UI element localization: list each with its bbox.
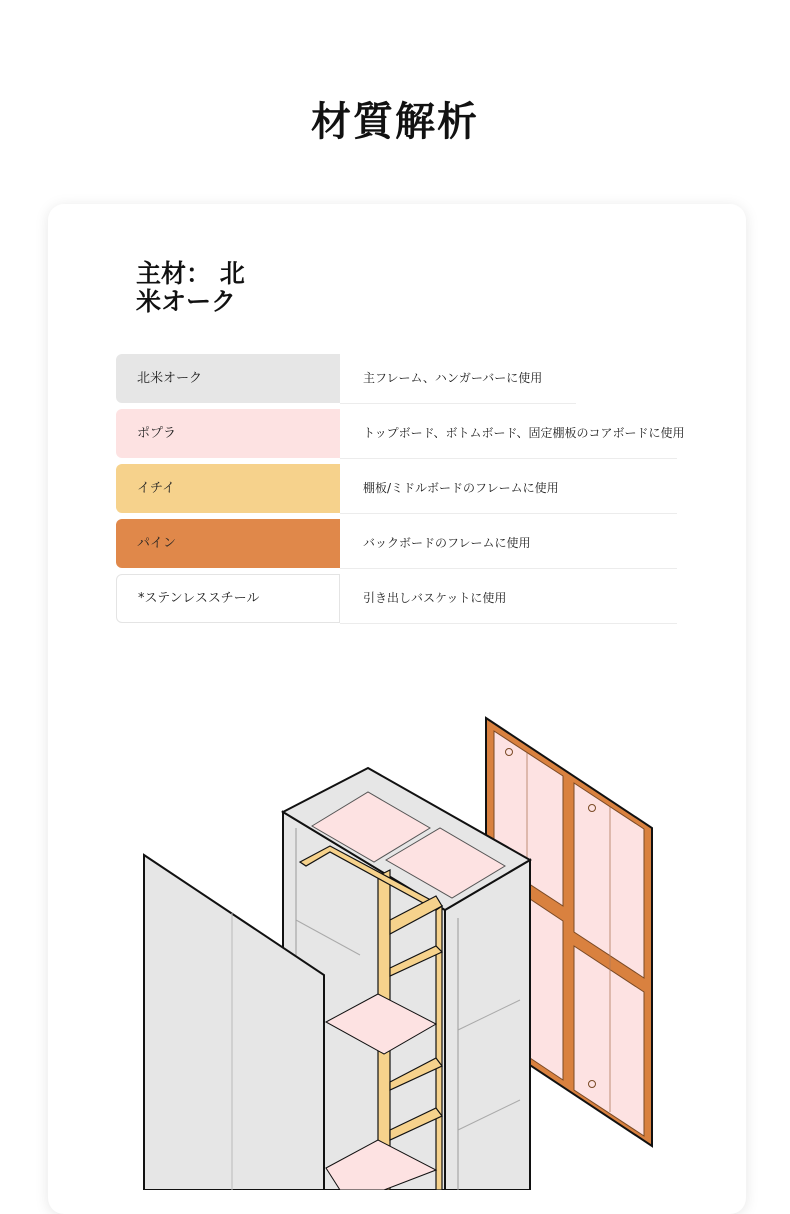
material-name: 北米オーク (116, 354, 340, 403)
material-usage: 棚板/ミドルボードのフレームに使用 (340, 464, 677, 514)
material-usage: 主フレーム、ハンガーバーに使用 (340, 354, 576, 404)
material-name: イチイ (116, 464, 340, 513)
page-title: 材質解析 (311, 99, 479, 145)
material-name: *ステンレススチール (116, 574, 340, 623)
main-material-line-1: 主材： 北 (136, 259, 245, 288)
material-usage: 引き出しバスケットに使用 (340, 574, 677, 624)
main-material-line-2: 米オーク (136, 287, 237, 316)
material-name: パイン (116, 519, 340, 568)
material-name: ポプラ (116, 409, 340, 458)
material-usage: バックボードのフレームに使用 (340, 519, 677, 569)
material-usage: トップボード、ボトムボード、固定棚板のコアボードに使用 (340, 409, 677, 459)
